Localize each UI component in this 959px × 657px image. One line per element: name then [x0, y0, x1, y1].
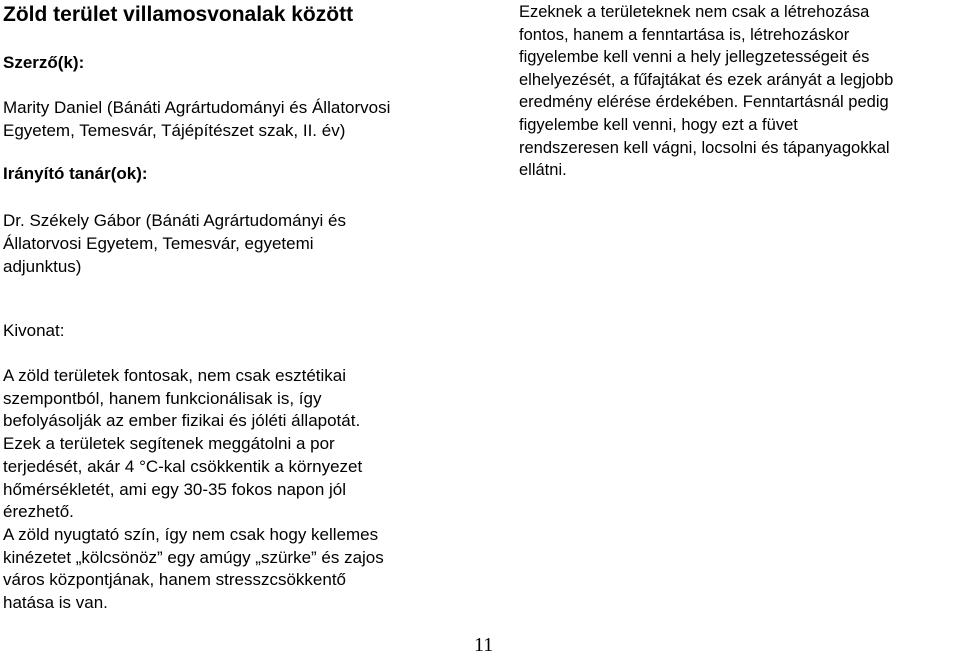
- author-line: Egyetem, Temesvár, Tájépítészet szak, II. év): [3, 121, 346, 140]
- abstract-line: kinézetet „kölcsönöz” egy amúgy „szürke” és zajos: [3, 547, 384, 567]
- abstract-line: hőmérsékletét, ami egy 30-35 fokos napon jól: [3, 479, 347, 499]
- abstract-line: érezhető.: [3, 502, 74, 522]
- abstract-line: szempontból, hanem funkcionálisak is, így: [3, 388, 322, 408]
- abstract-label: Kivonat:: [3, 321, 65, 340]
- abstract-line: A zöld területek fontosak, nem csak esztétikai: [3, 366, 347, 385]
- abstract-line: Ezek a területek segítenek meggátolni a por: [3, 434, 335, 454]
- abstract-line: hatása is van.: [3, 593, 108, 613]
- author-line: Marity Daniel (Bánáti Agrártudományi és Állatorvosi: [3, 98, 391, 117]
- abstract-line: befolyásolják az ember fizikai és jóléti állapotát.: [3, 411, 361, 431]
- right-line: rendszeresen kell vágni, locsolni és tápanyagokkal: [519, 138, 890, 157]
- right-line: figyelembe kell venni, hogy ezt a füvet: [519, 115, 798, 134]
- abstract-line: A zöld nyugtató szín, így nem csak hogy kellemes: [3, 524, 379, 544]
- advisor-block: [3, 209, 463, 278]
- author-label: Szerző(k):: [3, 53, 85, 72]
- advisor-line: Dr. Székely Gábor (Bánáti Agrártudományi és: [3, 211, 346, 230]
- right-line: ellátni.: [519, 161, 567, 180]
- right-line: figyelembe kell venni a hely jellegzetességeit és: [519, 48, 870, 67]
- advisor-line: Állatorvosi Egyetem, Temesvár, egyetemi: [3, 234, 314, 253]
- document-title: Zöld terület villamosvonalak között: [3, 3, 354, 26]
- right-line: eredmény elérése érdekében. Fenntartásnál pedig: [519, 93, 889, 112]
- page-number: 11: [474, 634, 494, 656]
- author-block: [3, 96, 463, 142]
- abstract-text: [3, 365, 473, 615]
- advisor-label: Irányító tanár(ok):: [3, 164, 148, 183]
- right-line: fontos, hanem a fenntartása is, létrehozáskor: [519, 25, 850, 44]
- abstract-line: terjedését, akár 4 °C-kal csökkentik a környezet: [3, 456, 363, 476]
- right-paragraph: [519, 1, 959, 182]
- right-line: elhelyezését, a fűfajtákat és ezek arányát a legjobb: [519, 70, 894, 89]
- abstract-line: város központjának, hanem stresszcsökkentő: [3, 570, 347, 590]
- right-line: Ezeknek a területeknek nem csak a létrehozása: [519, 3, 870, 21]
- advisor-line: adjunktus): [3, 257, 82, 276]
